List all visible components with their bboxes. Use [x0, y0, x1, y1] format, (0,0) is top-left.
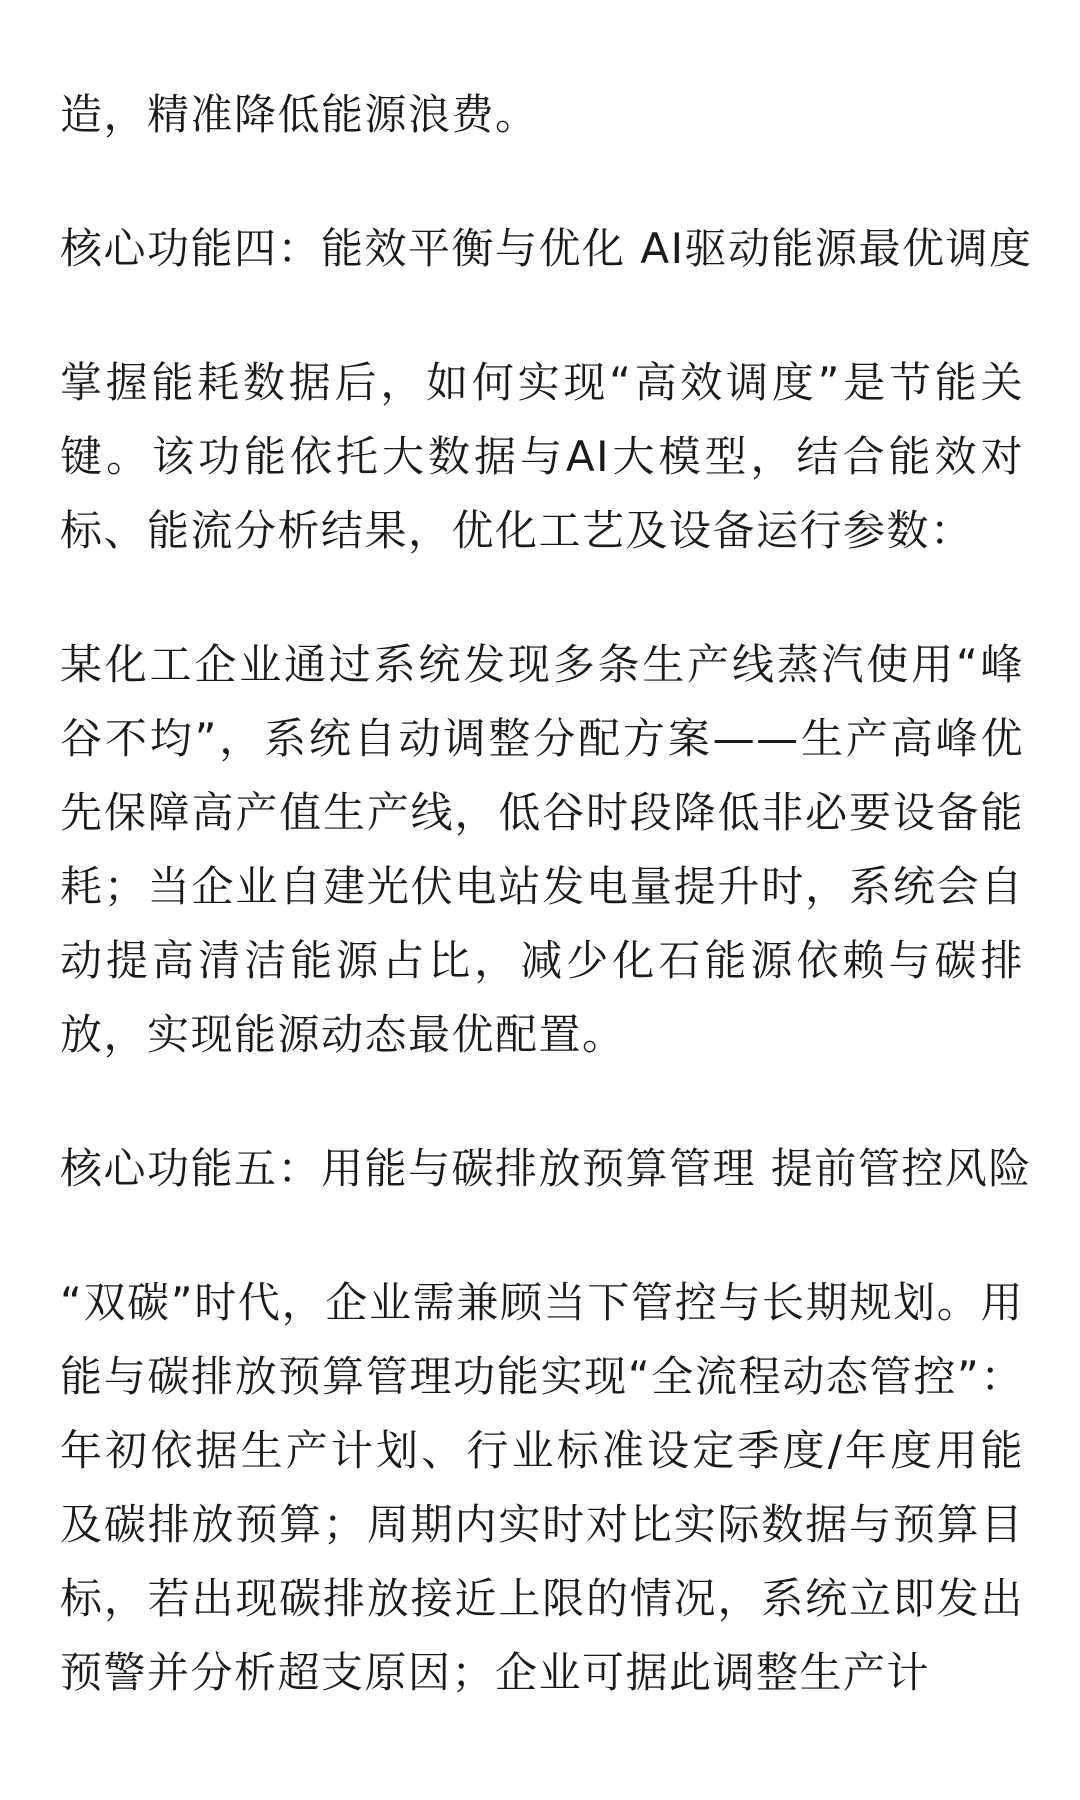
paragraph-feature-4-intro: 掌握能耗数据后，如何实现“高效调度”是节能关键。该功能依托大数据与AI大模型，结合能效对标、能流分析结果，优化工艺及设备运行参数：	[60, 358, 1024, 555]
paragraph-feature-4-example: 某化工企业通过系统发现多条生产线蒸汽使用“峰谷不均”，系统自动调整分配方案——生产高峰优先保障高产值生产线，低谷时段降低非必要设备能耗；当企业自建光伏电站发电量提升时，系统会自动提高清洁能源占比，减少化石能源依赖与碳排放，实现能源动态最优配置。	[60, 640, 1024, 1059]
section-heading-feature-5: 核心功能五：用能与碳排放预算管理 提前管控风险	[60, 1144, 1032, 1193]
paragraph-feature-5-intro: “双碳”时代，企业需兼顾当下管控与长期规划。用能与碳排放预算管理功能实现“全流程动态管控”：年初依据生产计划、行业标准设定季度/年度用能及碳排放预算；周期内实时对比实际数据与预算目标，若出现碳排放接近上限的情况，系统立即发出预警并分析超支原因；企业可据此调整生产计	[60, 1278, 1024, 1697]
paragraph-gap	[60, 568, 1024, 628]
paragraph-gap	[60, 1072, 1024, 1132]
paragraph-gap	[60, 152, 1024, 212]
section-heading-feature-4: 核心功能四：能效平衡与优化 AI驱动能源最优调度	[60, 224, 1033, 273]
paragraph-continuation: 造，精准降低能源浪费。	[60, 90, 539, 139]
paragraph-gap	[60, 1206, 1024, 1266]
paragraph-gap	[60, 286, 1024, 346]
